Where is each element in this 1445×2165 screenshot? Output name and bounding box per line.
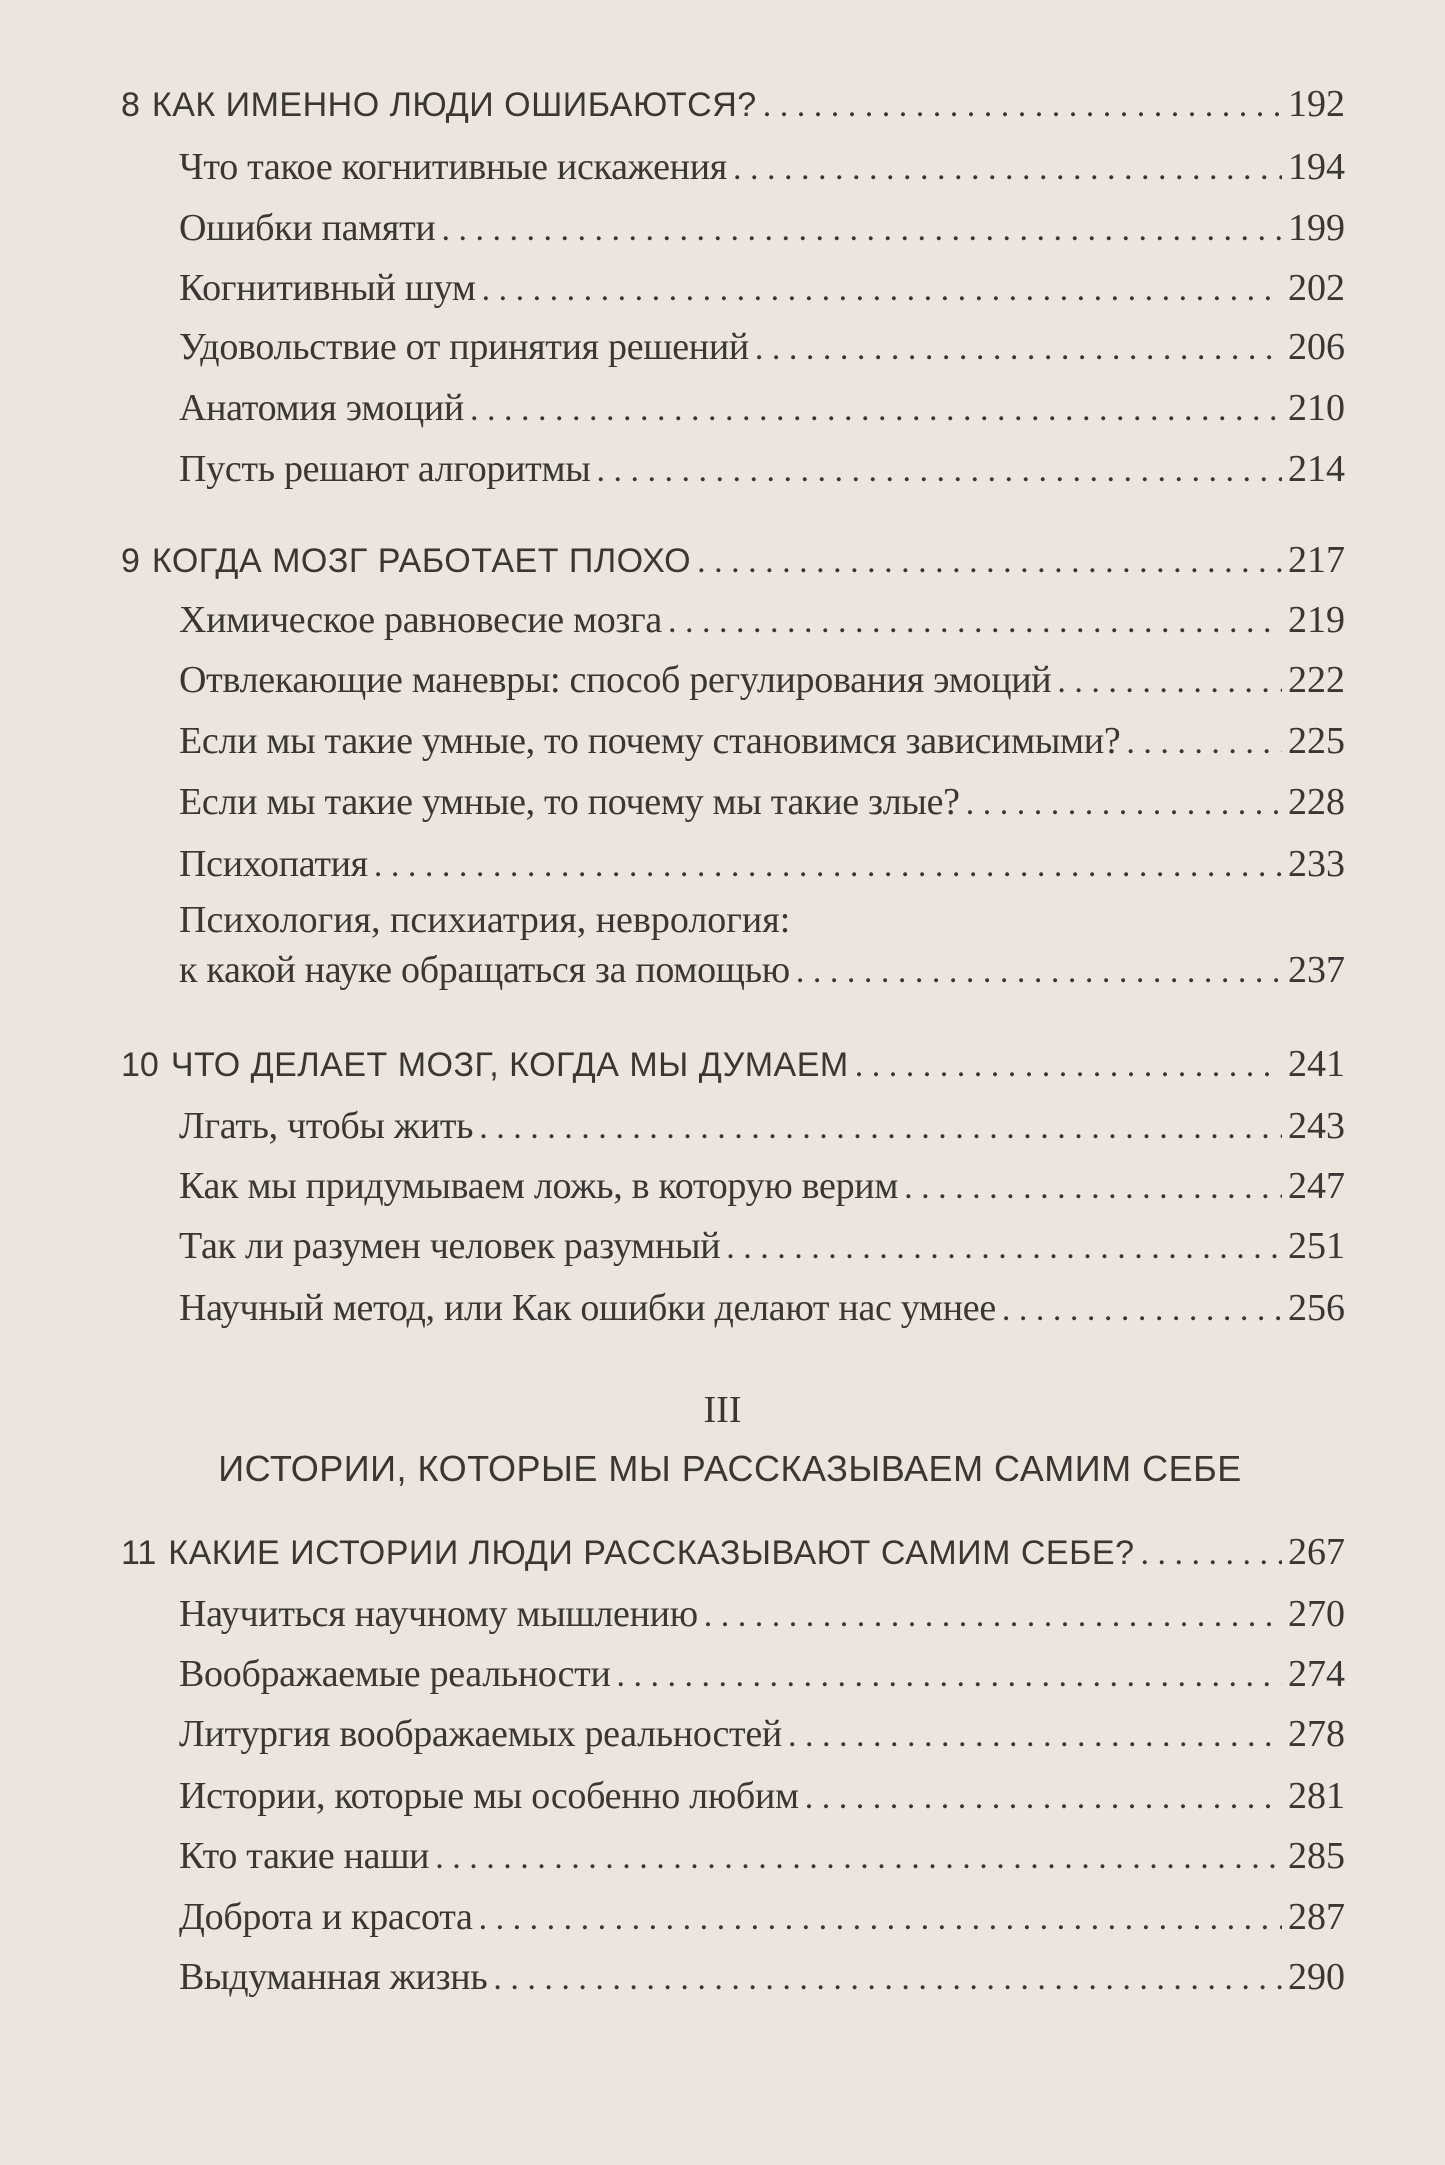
page-number: 214 — [1288, 448, 1345, 490]
toc-entry[interactable] — [179, 266, 1345, 322]
toc-entry[interactable] — [179, 1592, 1345, 1648]
page-number: 219 — [1288, 599, 1345, 641]
toc-entry-title: Литургия воображаемых реальностей — [179, 1713, 782, 1755]
toc-entry-title: Научиться научному мышлению — [179, 1593, 698, 1635]
dot-leader — [435, 1839, 1282, 1877]
toc-entry-title: Психопатия — [179, 843, 368, 885]
toc-entry-title: Лгать, чтобы жить — [179, 1105, 474, 1147]
toc-entry-title: Воображаемые реальности — [179, 1653, 611, 1695]
page-number: 285 — [1288, 1835, 1345, 1877]
dot-leader — [704, 1597, 1282, 1635]
toc-chapter[interactable] — [121, 82, 1345, 138]
toc-entry-title: Кто такие наши — [179, 1835, 430, 1877]
dot-leader — [796, 953, 1282, 991]
dot-leader — [374, 847, 1282, 885]
dot-leader — [805, 1779, 1282, 1817]
toc-entry[interactable] — [179, 1286, 1345, 1342]
dot-leader — [966, 785, 1282, 823]
dot-leader — [697, 543, 1282, 581]
dot-leader — [1002, 1291, 1282, 1329]
part-title: ИСТОРИИ, КОТОРЫЕ МЫ РАССКАЗЫВАЕМ САМИМ СЕБЕ — [218, 1448, 1242, 1489]
toc-entry-title: Химическое равновесие мозга — [179, 599, 662, 641]
page-number: 251 — [1288, 1225, 1345, 1267]
page-number: 256 — [1288, 1287, 1345, 1329]
dot-leader — [479, 1109, 1282, 1147]
chapter-number: 11 — [121, 1534, 157, 1572]
dot-leader — [470, 391, 1282, 429]
toc-entry[interactable] — [179, 598, 1345, 654]
toc-entry-title: Если мы такие умные, то почему становимся зависимыми? — [179, 720, 1121, 762]
toc-entry[interactable] — [179, 1834, 1345, 1890]
page-number: 210 — [1288, 387, 1345, 429]
toc-entry[interactable] — [179, 842, 1345, 898]
toc-entry[interactable] — [179, 1224, 1345, 1280]
toc-entry[interactable] — [179, 658, 1345, 714]
dot-leader — [596, 452, 1282, 490]
toc-entry[interactable] — [179, 1712, 1345, 1768]
toc-entry[interactable] — [179, 206, 1345, 262]
page-number: 237 — [1288, 949, 1345, 991]
dot-leader — [1126, 724, 1282, 762]
dot-leader — [617, 1657, 1283, 1695]
dot-leader — [904, 1169, 1282, 1207]
toc-entry-title: Выдуманная жизнь — [179, 1956, 488, 1998]
toc-entry[interactable] — [179, 1774, 1345, 1830]
toc-entry[interactable] — [179, 447, 1345, 503]
page-number: 241 — [1288, 1043, 1345, 1085]
dot-leader — [726, 1229, 1282, 1267]
dot-leader — [1140, 1535, 1282, 1573]
part-number: III — [703, 1389, 742, 1431]
toc-entry[interactable] — [179, 1652, 1345, 1708]
page-number: 233 — [1288, 843, 1345, 885]
toc-entry-title: Как мы придумываем ложь, в которую верим — [179, 1165, 899, 1207]
toc-entry-title: Когнитивный шум — [179, 267, 476, 309]
page-number: 247 — [1288, 1165, 1345, 1207]
page-number: 192 — [1288, 83, 1345, 125]
page-number: 199 — [1288, 207, 1345, 249]
chapter-number: 9 — [121, 542, 140, 580]
toc-entry[interactable] — [179, 780, 1345, 836]
page-number: 270 — [1288, 1593, 1345, 1635]
toc-entry[interactable] — [179, 1104, 1345, 1160]
chapter-number: 8 — [121, 86, 140, 124]
page-number: 202 — [1288, 267, 1345, 309]
page-number: 287 — [1288, 1896, 1345, 1938]
toc-entry[interactable] — [179, 1895, 1345, 1951]
toc-entry[interactable] — [179, 1164, 1345, 1220]
toc-entry-title: Научный метод, или Как ошибки делают нас умнее — [179, 1287, 996, 1329]
toc-entry-title: Пусть решают алгоритмы — [179, 448, 591, 490]
dot-leader — [482, 271, 1282, 309]
dot-leader — [755, 330, 1282, 368]
page-number: 217 — [1288, 539, 1345, 581]
toc-entry-title: Психология, психиатрия, неврология: — [179, 899, 791, 941]
dot-leader — [1057, 663, 1282, 701]
toc-entry-title: КАК ИМЕННО ЛЮДИ ОШИБАЮТСЯ? — [151, 86, 757, 124]
toc-entry[interactable] — [179, 386, 1345, 442]
page-number: 278 — [1288, 1713, 1345, 1755]
dot-leader — [788, 1717, 1282, 1755]
toc-entry-title: Анатомия эмоций — [179, 387, 464, 429]
page-number: 267 — [1288, 1531, 1345, 1573]
toc-entry-title: КОГДА МОЗГ РАБОТАЕТ ПЛОХО — [151, 542, 692, 580]
dot-leader — [441, 211, 1282, 249]
toc-entry[interactable] — [179, 145, 1345, 201]
dot-leader — [668, 603, 1282, 641]
page-number: 222 — [1288, 659, 1345, 701]
page-number: 243 — [1288, 1105, 1345, 1147]
dot-leader — [733, 150, 1282, 188]
page-number: 194 — [1288, 146, 1345, 188]
toc-entry-title: ЧТО ДЕЛАЕТ МОЗГ, КОГДА МЫ ДУМАЕМ — [170, 1046, 849, 1084]
toc-entry-title: Что такое когнитивные искажения — [179, 146, 727, 188]
page-number: 290 — [1288, 1956, 1345, 1998]
toc-entry-title: Доброта и красота — [179, 1896, 473, 1938]
dot-leader — [763, 87, 1282, 125]
toc-chapter[interactable] — [121, 1042, 1345, 1098]
toc-entry-title: Отвлекающие маневры: способ регулирования эмоций — [179, 659, 1052, 701]
toc-entry-title: к какой науке обращаться за помощью — [179, 949, 790, 991]
toc-entry-title: Если мы такие умные, то почему мы такие злые? — [179, 781, 960, 823]
toc-entry-title: Удовольствие от принятия решений — [179, 326, 749, 368]
dot-leader — [493, 1960, 1282, 1998]
toc-entry-title: КАКИЕ ИСТОРИИ ЛЮДИ РАССКАЗЫВАЮТ САМИМ СЕБЕ? — [168, 1534, 1135, 1572]
toc-entry-title: Истории, которые мы особенно любим — [179, 1775, 799, 1817]
chapter-number: 10 — [121, 1046, 159, 1084]
toc-entry[interactable] — [179, 325, 1345, 381]
page-number: 228 — [1288, 781, 1345, 823]
toc-entry[interactable] — [179, 719, 1345, 775]
page-number: 274 — [1288, 1653, 1345, 1695]
page-number: 281 — [1288, 1775, 1345, 1817]
page-number: 206 — [1288, 326, 1345, 368]
toc-chapter[interactable] — [121, 1530, 1345, 1586]
page-number: 225 — [1288, 720, 1345, 762]
toc-entry-title: Так ли разумен человек разумный — [179, 1225, 721, 1267]
toc-entry-title: Ошибки памяти — [179, 207, 436, 249]
dot-leader — [855, 1047, 1282, 1085]
toc-entry[interactable] — [179, 1955, 1345, 2011]
dot-leader — [479, 1900, 1282, 1938]
toc-chapter[interactable] — [121, 538, 1345, 594]
toc-entry[interactable] — [179, 948, 1345, 1004]
